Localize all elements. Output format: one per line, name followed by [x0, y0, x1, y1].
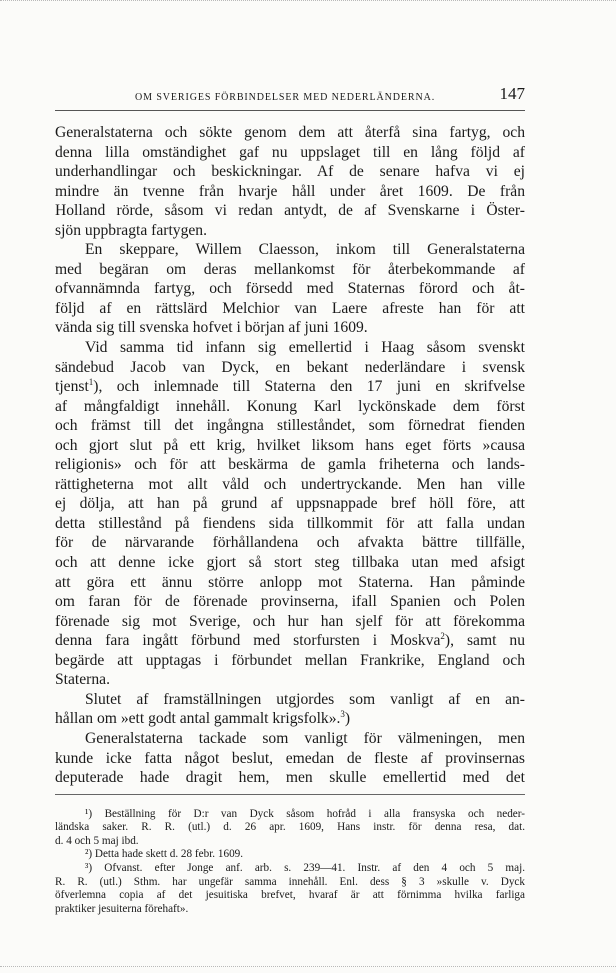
- text-line: att göra ett ännu större anlopp mot Staterna. Han påminde: [55, 573, 525, 591]
- text-line: underhandlingar och beskickningar. Af de senare hafva vi ej: [55, 163, 525, 181]
- footnote-line: öfverlemna copia af det jesuitiska brefvet, hvaraf är att förnimma hvilka farliga: [55, 889, 525, 902]
- text-line: sjön uppbragta fartygen.: [55, 221, 207, 239]
- text-line: Staterna.: [55, 671, 110, 689]
- text-line-with-note: [55, 631, 525, 651]
- footnote-line: praktiker jesuiterna förehaft».: [55, 902, 189, 915]
- footnote-line: ¹) Beställning för D:r van Dyck såsom hofråd i alla fransyska och neder-: [85, 807, 525, 820]
- text-line: och främst till det ingångna stilleståndet, som förnedrat fienden: [55, 417, 525, 435]
- text-fragment: ), och inlemnade till Staterna den 17 juni en skrifvelse: [93, 378, 525, 396]
- footnote-line: d. 4 och 5 maj ibd.: [55, 834, 139, 847]
- text-fragment: hållan om »ett godt antal gammalt krigsfolk».: [55, 710, 341, 728]
- footnote-line: ³) Ofvanst. efter Jonge anf. arb. s. 239—41. Instr. af den 4 och 5 maj.: [85, 861, 525, 874]
- footnote-line: ländska saker. R. R. (utl.) d. 26 apr. 1609, Hans instr. för denna resa, dat.: [55, 821, 525, 834]
- footnote-line: ²) Detta hade skett d. 28 febr. 1609.: [85, 848, 244, 861]
- text-line: för de närvarande förhållandena och afvakta bättre tillfälle,: [55, 534, 525, 552]
- text-line: Holland rörde, såsom vi redan antydt, de af Svenskarne i Öster-: [55, 202, 525, 220]
- footnotes: [55, 808, 525, 917]
- footnote-mark: 3: [340, 709, 345, 720]
- text-line: begärde att upptagas i förbundet mellan Frankrike, England och: [55, 651, 525, 669]
- text-line: vända sig till svenska hofvet i början af juni 1609.: [55, 319, 368, 337]
- text-fragment: tjenst: [55, 378, 89, 396]
- text-line: följd af en rättslärd Melchior van Laere afreste han för att: [55, 299, 525, 317]
- scan-edge-top: [0, 0, 616, 7]
- text-fragment: ): [344, 710, 351, 728]
- text-line: deputerade hade dragit hem, men skulle emellertid med det: [55, 769, 525, 787]
- text-line: med begäran om deras mellankomst för återbekommande af: [55, 260, 525, 278]
- text-line: sändebud Jacob van Dyck, en bekant nederländare i svensk: [55, 358, 525, 376]
- paragraph-start: Vid samma tid infann sig emellertid i Haag såsom svenskt: [85, 339, 525, 357]
- paragraph-start: Slutet af framställningen utgjordes som vanligt af en an-: [85, 690, 525, 708]
- paragraph-start: En skeppare, Willem Claesson, inkom till Generalstaterna: [85, 241, 525, 259]
- text-line: Generalstaterna och sökte genom dem att återfå sina fartyg, och: [55, 124, 525, 141]
- body-text: [55, 123, 525, 788]
- text-line: om faran för de förenade provinserna, ifall Spanien och Polen: [55, 593, 525, 611]
- running-title: OM SVERIGES FÖRBINDELSER MED NEDERLÄNDERNA.: [135, 92, 436, 103]
- text-fragment: denna fara ingått förbund med storfursten i Moskva: [55, 632, 441, 650]
- text-line-with-note: [55, 709, 525, 729]
- text-line: förenade sig mot Sverige, och hur han sjelf för att förekomma: [55, 612, 525, 630]
- footnote-divider: [55, 794, 525, 795]
- page-number: 147: [499, 84, 525, 103]
- text-line: kunde icke fatta något beslut, emedan de fleste af provinsernas: [55, 749, 525, 767]
- text-line: mindre än tvenne från hvarje håll under året 1609. De från: [55, 182, 525, 200]
- running-head: [55, 84, 525, 111]
- text-line: rättigheterna mot allt våld och undertryckande. Men han ville: [55, 475, 525, 493]
- text-line: och gjort slut på ett krig, hvilket liksom hans eget förts »causa: [55, 436, 525, 454]
- footnote-mark: 1: [88, 377, 94, 388]
- book-page: [55, 84, 525, 916]
- text-line: denna lilla omständighet gaf nu uppslaget till en lång följd af: [55, 143, 525, 161]
- text-line: ofvannämnda fartyg, och försedd med Staternas förord och åt-: [55, 280, 525, 298]
- text-line-with-note: [55, 377, 525, 397]
- text-line: och att denne icke gjort så stort steg tillbaka utan med afsigt: [55, 554, 525, 572]
- text-fragment: ), samt nu: [444, 632, 525, 650]
- scan-edge-bottom: [0, 966, 616, 967]
- text-line: detta stillestånd på fiendens sida tillkommit för att falla undan: [55, 514, 525, 532]
- paragraph-start: Generalstaterna tackade som vanligt för välmeningen, men: [85, 729, 525, 747]
- text-line: ej dölja, att han på grund af uppsnappade bref höll före, att: [55, 495, 525, 513]
- text-line: af mångfaldigt innehåll. Konung Karl lyckönskade dem först: [55, 397, 525, 415]
- text-line: religionis» och för att beskärma de gamla friheterna och lands-: [55, 456, 525, 474]
- footnote-line: R. R. (utl.) Sthm. har ungefär samma innehåll. Enl. dess § 3 »skulle v. Dyck: [55, 875, 525, 888]
- footnote-mark: 2: [440, 631, 445, 642]
